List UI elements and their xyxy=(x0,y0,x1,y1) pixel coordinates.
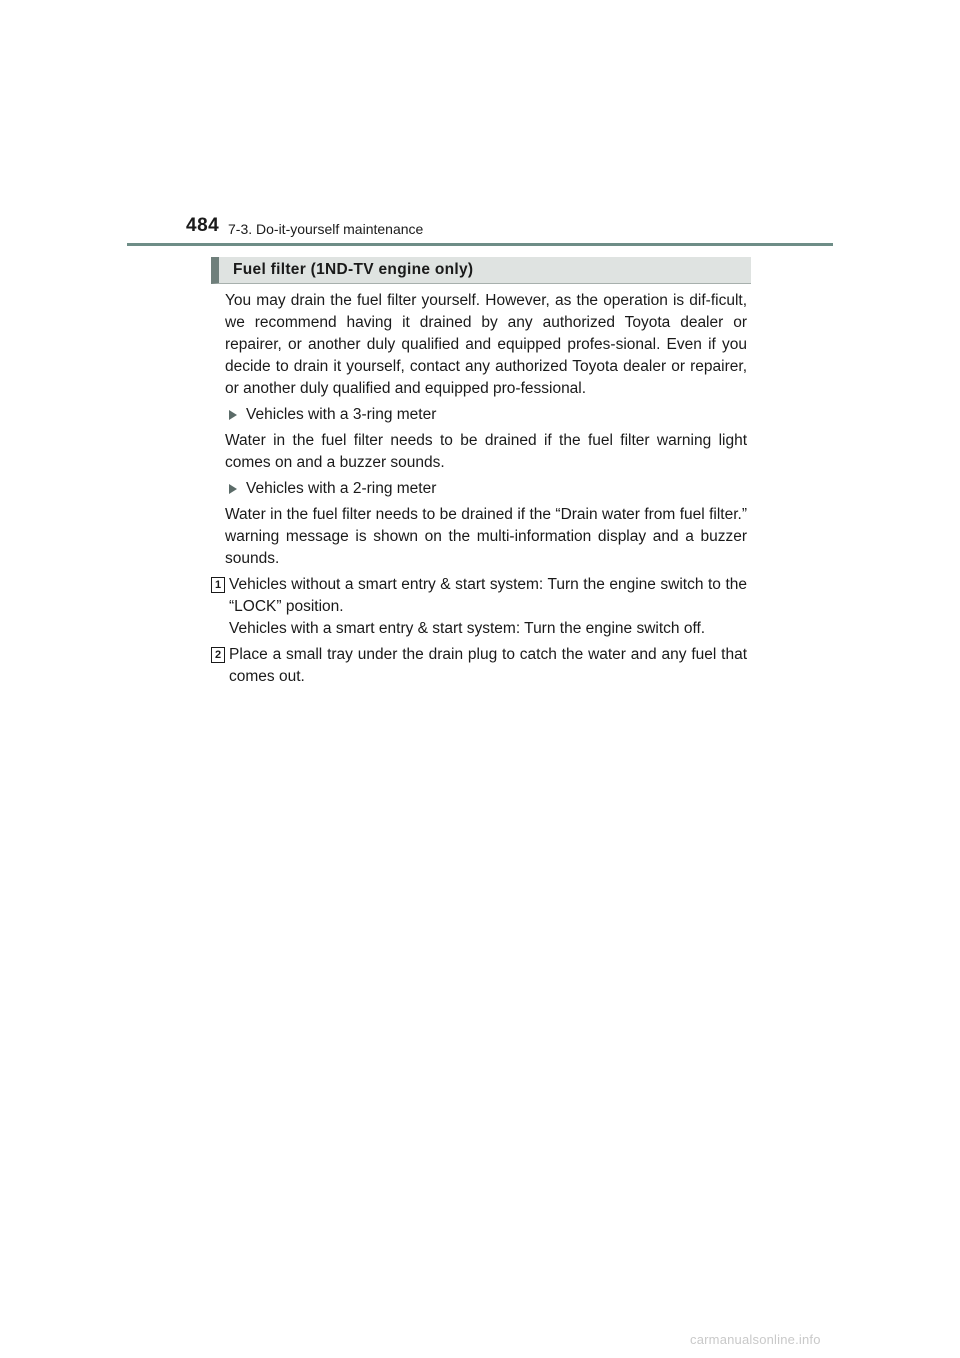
bullet-3-ring-text: Water in the fuel filter needs to be drained if the fuel filter warning light comes on and a buzzer sounds. xyxy=(225,432,747,471)
bullet-2-ring-text: Water in the fuel filter needs to be drained if the “Drain water from fuel filter.” warning message is shown on the multi-information display and a buzzer sounds. xyxy=(225,506,747,567)
bullet-label: Vehicles with a 2-ring meter xyxy=(246,480,437,497)
section-title: Fuel filter (1ND-TV engine only) xyxy=(233,261,474,278)
step-2-text: Place a small tray under the drain plug to catch the water and any fuel that comes out. xyxy=(229,646,747,685)
intro-paragraph: You may drain the fuel filter yourself. However, as the operation is dif-ficult, we recommend having it drained by any authorized Toyota dealer or repairer, or another duly qualified and equipped profes-sional. Even if you decide to drain it yourself, contact any authorized Toyota dealer or repairer, or another duly qualified and equipped pro-fessional. xyxy=(225,292,747,397)
step-number-badge: 1 xyxy=(211,577,225,593)
bullet-3-ring-meter xyxy=(225,404,747,426)
section-heading-bar xyxy=(211,257,751,284)
main-content xyxy=(214,290,747,692)
triangle-bullet-icon xyxy=(229,410,237,420)
step-2 xyxy=(211,644,747,688)
step-number-badge: 2 xyxy=(211,647,225,663)
triangle-bullet-icon xyxy=(229,484,237,494)
step-1-text-b: Vehicles with a smart entry & start system: Turn the engine switch off. xyxy=(229,620,706,637)
bullet-label: Vehicles with a 3-ring meter xyxy=(246,406,437,423)
page-number: 484 xyxy=(186,215,220,236)
bullet-2-ring-meter xyxy=(225,478,747,500)
chapter-title: 7-3. Do-it-yourself maintenance xyxy=(228,221,424,237)
step-1 xyxy=(211,574,747,640)
header-rule xyxy=(127,243,833,246)
watermark: carmanualsonline.info xyxy=(690,1332,821,1347)
step-1-text-a: Vehicles without a smart entry & start system: Turn the engine switch to the “LOCK” position. xyxy=(229,576,747,615)
